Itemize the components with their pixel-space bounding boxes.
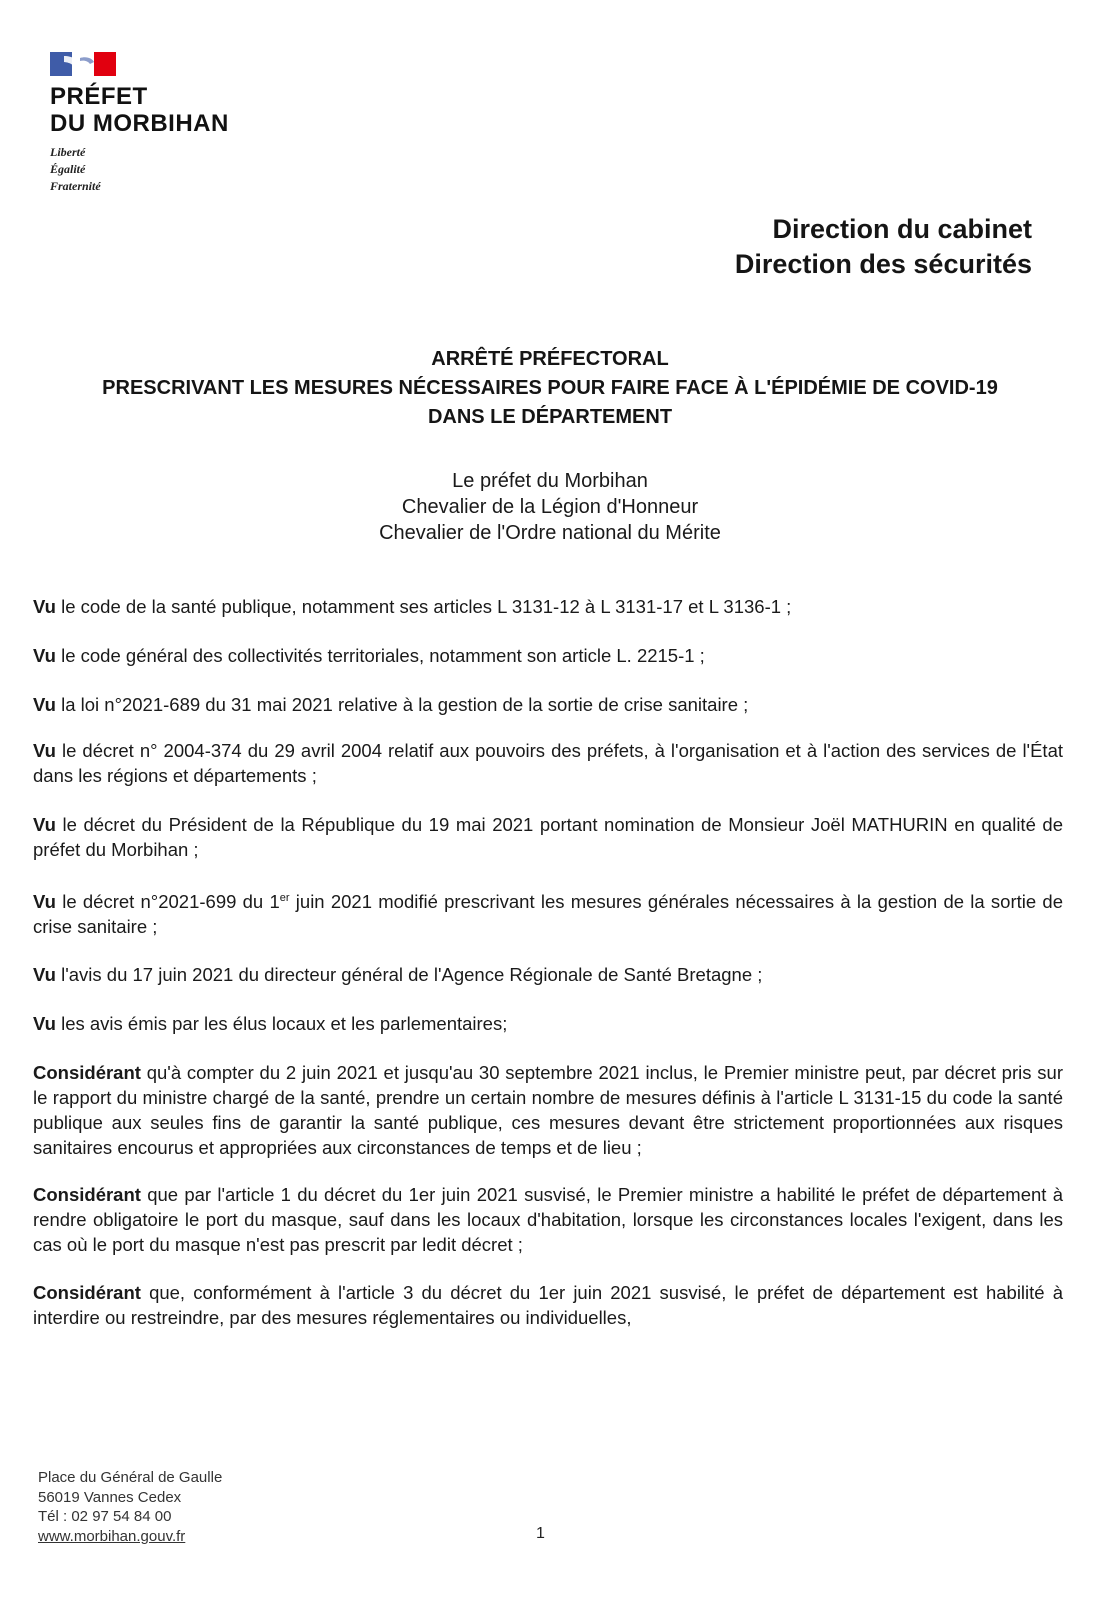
motto-egalite: Égalité <box>50 162 86 176</box>
paragraph-vu-3 <box>33 692 1063 717</box>
paragraph-lead: Considérant <box>33 1184 141 1206</box>
paragraph-text: qu'à compter du 2 juin 2021 et jusqu'au 30 septembre 2021 inclus, le Premier ministre peut, par décret pris sur le rapport du ministre chargé de la santé, prendre un certain nombre de mesures définis à l'article L 3131-15 du code la santé publique aux seules fins de garantir la santé publique, ces mesures devant être strictement proportionnées aux risques sanitaires encourus et appropriées aux circonstances de temps et de lieu ; <box>33 1062 1063 1159</box>
paragraph-lead: Vu <box>33 814 56 835</box>
title-line-3: DANS LE DÉPARTEMENT <box>427 406 673 428</box>
paragraph-vu-1 <box>33 594 1063 619</box>
paragraph-vu-6 <box>33 886 1063 939</box>
direction-cabinet: Direction du cabinet <box>772 214 1032 244</box>
page-number: 1 <box>536 1525 545 1542</box>
footer-address-line1: Place du Général de Gaulle <box>38 1469 223 1486</box>
paragraph-text: les avis émis par les élus locaux et les parlementaires; <box>55 1013 508 1035</box>
paragraph-lead: Vu <box>33 891 56 913</box>
paragraph-vu-5 <box>33 812 1063 862</box>
paragraph-lead: Vu <box>33 596 56 617</box>
paragraph-lead: Considérant <box>33 1062 141 1084</box>
marianne-flag-icon <box>50 52 116 76</box>
paragraph-vu-2 <box>33 643 1063 668</box>
paragraph-vu-8 <box>33 1011 1063 1036</box>
paragraph-text: le décret n° 2004-374 du 29 avril 2004 relatif aux pouvoirs des préfets, à l'organisation et à l'action des services de l'État dans les régions et départements ; <box>33 740 1063 786</box>
paragraph-vu-7 <box>33 962 1063 987</box>
paragraph-lead: Vu <box>33 1013 56 1035</box>
paragraph-considerant-3 <box>33 1280 1063 1330</box>
footer-address <box>38 1468 222 1546</box>
title-line-2: PRESCRIVANT LES MESURES NÉCESSAIRES POUR FAIRE FACE À L'ÉPIDÉMIE DE COVID-19 <box>102 377 998 399</box>
paragraph-text: le décret n°2021-699 du 1 <box>55 891 280 913</box>
footer-website-link[interactable]: www.morbihan.gouv.fr <box>38 1527 186 1545</box>
authority-block <box>30 468 1070 546</box>
title-line-1: ARRÊTÉ PRÉFECTORAL <box>431 348 669 370</box>
authority-line-2: Chevalier de la Légion d'Honneur <box>401 496 699 518</box>
paragraph-text: que par l'article 1 du décret du 1er juin 2021 susvisé, le Premier ministre a habilité le préfet de département à rendre obligatoire le port du masque, sauf dans les locaux d'habitation, lorsque les circonstances locales l'exigent, dans les cas où le port du masque n'est pas prescrit par ledit décret ; <box>33 1184 1063 1256</box>
superscript-er: er <box>279 892 290 904</box>
paragraph-text: la loi n°2021-689 du 31 mai 2021 relative à la gestion de la sortie de crise sanitaire ; <box>55 694 749 715</box>
prefet-title-line2: DU MORBIHAN <box>50 110 229 137</box>
prefet-title-line1: PRÉFET <box>50 83 148 110</box>
footer-address-line2: 56019 Vannes Cedex <box>38 1488 182 1506</box>
direction-securites: Direction des sécurités <box>734 249 1032 279</box>
document-body <box>33 594 1063 1330</box>
paragraph-lead: Considérant <box>33 1282 141 1304</box>
paragraph-considerant-1 <box>33 1060 1063 1160</box>
paragraph-lead: Vu <box>33 740 56 761</box>
paragraph-text: l'avis du 17 juin 2021 du directeur général de l'Agence Régionale de Santé Bretagne ; <box>55 964 763 986</box>
paragraph-text: juin 2021 modifié prescrivant les mesures générales nécessaires à la gestion de la sortie de crise sanitaire ; <box>33 891 1063 938</box>
paragraph-considerant-2 <box>33 1182 1063 1257</box>
paragraph-text: que, conformément à l'article 3 du décret du 1er juin 2021 susvisé, le préfet de département est habilité à interdire ou restreindre, par des mesures réglementaires ou individuelles, <box>33 1282 1063 1329</box>
paragraph-vu-4 <box>33 738 1063 788</box>
paragraph-lead: Vu <box>33 964 56 986</box>
paragraph-text: le code de la santé publique, notamment ses articles L 3131-12 à L 3131-17 et L 3136-1 ; <box>55 596 792 617</box>
motto-fraternite: Fraternité <box>50 179 101 193</box>
republic-motto <box>50 144 101 195</box>
footer-phone: Tél : 02 97 54 84 00 <box>38 1508 172 1525</box>
paragraph-lead: Vu <box>33 645 56 666</box>
paragraph-lead: Vu <box>33 694 56 715</box>
directions-block <box>735 212 1032 282</box>
paragraph-text: le code général des collectivités territoriales, notamment son article L. 2215-1 ; <box>55 645 705 666</box>
paragraph-text: le décret du Président de la République du 19 mai 2021 portant nomination de Monsieur Joël MATHURIN en qualité de préfet du Morbihan ; <box>33 814 1063 860</box>
authority-line-3: Chevalier de l'Ordre national du Mérite <box>379 522 721 544</box>
document-title <box>30 345 1070 432</box>
authority-line-1: Le préfet du Morbihan <box>452 470 648 492</box>
motto-liberte: Liberté <box>50 145 86 159</box>
